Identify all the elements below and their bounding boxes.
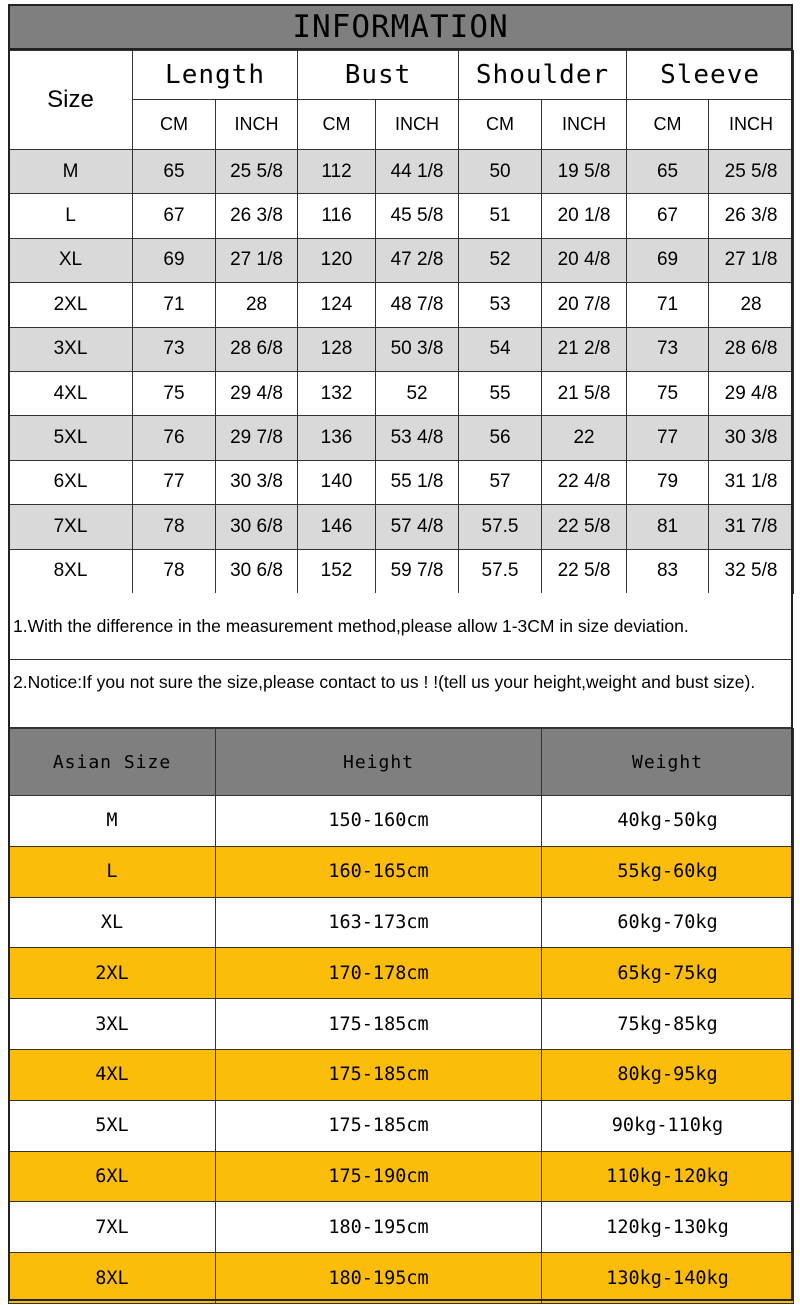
measurement-cell: 52: [376, 371, 459, 415]
measurement-cell: 152: [298, 549, 376, 593]
outer-frame: [8, 4, 793, 1301]
measurement-cell: 51: [459, 194, 542, 238]
measurement-cell: 50 3/8: [376, 327, 459, 371]
height-cell: 170-178cm: [216, 948, 542, 999]
measurement-cell: 25 5/8: [216, 150, 298, 194]
measurement-cell: 30 3/8: [216, 460, 298, 504]
height-cell: 175-185cm: [216, 999, 542, 1050]
measurement-cell: 65: [133, 150, 216, 194]
measurement-cell: 136: [298, 416, 376, 460]
size-cell: 3XL: [9, 327, 133, 371]
unit-header: INCH: [216, 100, 298, 150]
size-cell: 2XL: [9, 283, 133, 327]
measurement-cell: 52: [459, 238, 542, 282]
unit-header: CM: [133, 100, 216, 150]
measurement-cell: 22 5/8: [542, 505, 627, 549]
unit-header: INCH: [542, 100, 627, 150]
measurement-cell: 53: [459, 283, 542, 327]
measurement-cell: 30 6/8: [216, 549, 298, 593]
measurement-cell: 55: [459, 371, 542, 415]
measurement-cell: 78: [133, 549, 216, 593]
measurement-cell: 22 5/8: [542, 549, 627, 593]
measurement-cell: 27 1/8: [709, 238, 794, 282]
asian-size-cell: 3XL: [9, 999, 216, 1050]
unit-header: CM: [298, 100, 376, 150]
measurement-cell: 20 7/8: [542, 283, 627, 327]
height-cell: 175-185cm: [216, 1049, 542, 1100]
size-cell: 8XL: [9, 549, 133, 593]
size-cell: 5XL: [9, 416, 133, 460]
size-cell: 6XL: [9, 460, 133, 504]
measurement-cell: 21 2/8: [542, 327, 627, 371]
measurement-cell: 69: [627, 238, 709, 282]
size-cell: M: [9, 150, 133, 194]
asian-size-header: Asian Size: [9, 729, 216, 796]
measurement-cell: 30 3/8: [709, 416, 794, 460]
size-cell: L: [9, 194, 133, 238]
measurement-cell: 50: [459, 150, 542, 194]
measurement-cell: 54: [459, 327, 542, 371]
measurement-cell: 128: [298, 327, 376, 371]
height-cell: 150-160cm: [216, 796, 542, 847]
measurement-cell: 48 7/8: [376, 283, 459, 327]
height-cell: 160-165cm: [216, 846, 542, 897]
weight-cell: 75kg-85kg: [542, 999, 794, 1050]
weight-cell: 90kg-110kg: [542, 1100, 794, 1151]
weight-cell: 110kg-120kg: [542, 1151, 794, 1202]
asian-size-cell: M: [9, 796, 216, 847]
sleeve-header: Sleeve: [627, 51, 794, 100]
size-cell: XL: [9, 238, 133, 282]
page-title: INFORMATION: [8, 4, 793, 50]
size-cell: 7XL: [9, 505, 133, 549]
measurement-cell: 30 6/8: [216, 505, 298, 549]
unit-header: INCH: [376, 100, 459, 150]
measurement-cell: 56: [459, 416, 542, 460]
length-header: Length: [133, 51, 298, 100]
measurement-cell: 57.5: [459, 549, 542, 593]
asian-size-cell: XL: [9, 897, 216, 948]
measurement-cell: 132: [298, 371, 376, 415]
measurement-cell: 75: [133, 371, 216, 415]
measurement-cell: 44 1/8: [376, 150, 459, 194]
measurement-cell: 47 2/8: [376, 238, 459, 282]
size-cell: 4XL: [9, 371, 133, 415]
height-cell: 180-195cm: [216, 1253, 542, 1304]
weight-cell: 120kg-130kg: [542, 1202, 794, 1253]
measurement-cell: 76: [133, 416, 216, 460]
measurement-note: 1.With the difference in the measurement method,please allow 1-3CM in size deviation.: [8, 593, 793, 660]
measurement-cell: 25 5/8: [709, 150, 794, 194]
measurement-cell: 31 7/8: [709, 505, 794, 549]
measurement-cell: 77: [133, 460, 216, 504]
measurement-cell: 21 5/8: [542, 371, 627, 415]
height-cell: 175-185cm: [216, 1100, 542, 1151]
measurement-cell: 28: [709, 283, 794, 327]
weight-cell: 40kg-50kg: [542, 796, 794, 847]
measurement-cell: 83: [627, 549, 709, 593]
asian-size-cell: 2XL: [9, 948, 216, 999]
weight-cell: 130kg-140kg: [542, 1253, 794, 1304]
asian-size-cell: L: [9, 846, 216, 897]
measurement-cell: 65: [627, 150, 709, 194]
asian-size-cell: 6XL: [9, 1151, 216, 1202]
measurement-cell: 28 6/8: [216, 327, 298, 371]
measurement-cell: 124: [298, 283, 376, 327]
measurement-cell: 67: [627, 194, 709, 238]
height-cell: 180-195cm: [216, 1202, 542, 1253]
measurement-cell: 22 4/8: [542, 460, 627, 504]
weight-cell: 80kg-95kg: [542, 1049, 794, 1100]
measurement-cell: 79: [627, 460, 709, 504]
measurement-cell: 53 4/8: [376, 416, 459, 460]
measurement-cell: 77: [627, 416, 709, 460]
measurement-cell: 19 5/8: [542, 150, 627, 194]
measurement-cell: 20 1/8: [542, 194, 627, 238]
weight-cell: 60kg-70kg: [542, 897, 794, 948]
measurement-cell: 45 5/8: [376, 194, 459, 238]
height-header: Height: [216, 729, 542, 796]
unit-header: CM: [459, 100, 542, 150]
measurement-cell: 26 3/8: [216, 194, 298, 238]
measurement-cell: 71: [133, 283, 216, 327]
measurement-cell: 28: [216, 283, 298, 327]
measurement-cell: 120: [298, 238, 376, 282]
measurement-cell: 67: [133, 194, 216, 238]
asian-size-cell: 8XL: [9, 1253, 216, 1304]
measurement-cell: 22: [542, 416, 627, 460]
unit-header: CM: [627, 100, 709, 150]
shoulder-header: Shoulder: [459, 51, 627, 100]
measurement-cell: 73: [627, 327, 709, 371]
measurement-cell: 31 1/8: [709, 460, 794, 504]
measurement-cell: 69: [133, 238, 216, 282]
measurement-cell: 29 4/8: [709, 371, 794, 415]
measurement-cell: 32 5/8: [709, 549, 794, 593]
weight-cell: 55kg-60kg: [542, 846, 794, 897]
measurement-cell: 57.5: [459, 505, 542, 549]
measurement-cell: 28 6/8: [709, 327, 794, 371]
measurement-cell: 81: [627, 505, 709, 549]
measurement-cell: 112: [298, 150, 376, 194]
asian-size-cell: 5XL: [9, 1100, 216, 1151]
height-cell: 163-173cm: [216, 897, 542, 948]
measurement-cell: 75: [627, 371, 709, 415]
measurement-cell: 57 4/8: [376, 505, 459, 549]
measurement-cell: 20 4/8: [542, 238, 627, 282]
size-column-header: Size: [9, 51, 133, 150]
height-cell: 175-190cm: [216, 1151, 542, 1202]
measurement-cell: 27 1/8: [216, 238, 298, 282]
weight-header: Weight: [542, 729, 794, 796]
measurement-cell: 140: [298, 460, 376, 504]
measurement-cell: 78: [133, 505, 216, 549]
unit-header: INCH: [709, 100, 794, 150]
measurement-cell: 55 1/8: [376, 460, 459, 504]
measurement-cell: 59 7/8: [376, 549, 459, 593]
measurement-cell: 26 3/8: [709, 194, 794, 238]
measurement-cell: 71: [627, 283, 709, 327]
measurement-cell: 146: [298, 505, 376, 549]
measurement-cell: 73: [133, 327, 216, 371]
measurement-cell: 29 7/8: [216, 416, 298, 460]
bust-header: Bust: [298, 51, 459, 100]
weight-cell: 65kg-75kg: [542, 948, 794, 999]
measurement-cell: 116: [298, 194, 376, 238]
notice-note: 2.Notice:If you not sure the size,please contact to us ! !(tell us your height,weight and bust size).: [8, 660, 793, 728]
measurement-cell: 29 4/8: [216, 371, 298, 415]
asian-size-cell: 7XL: [9, 1202, 216, 1253]
asian-size-cell: 4XL: [9, 1049, 216, 1100]
measurement-cell: 57: [459, 460, 542, 504]
